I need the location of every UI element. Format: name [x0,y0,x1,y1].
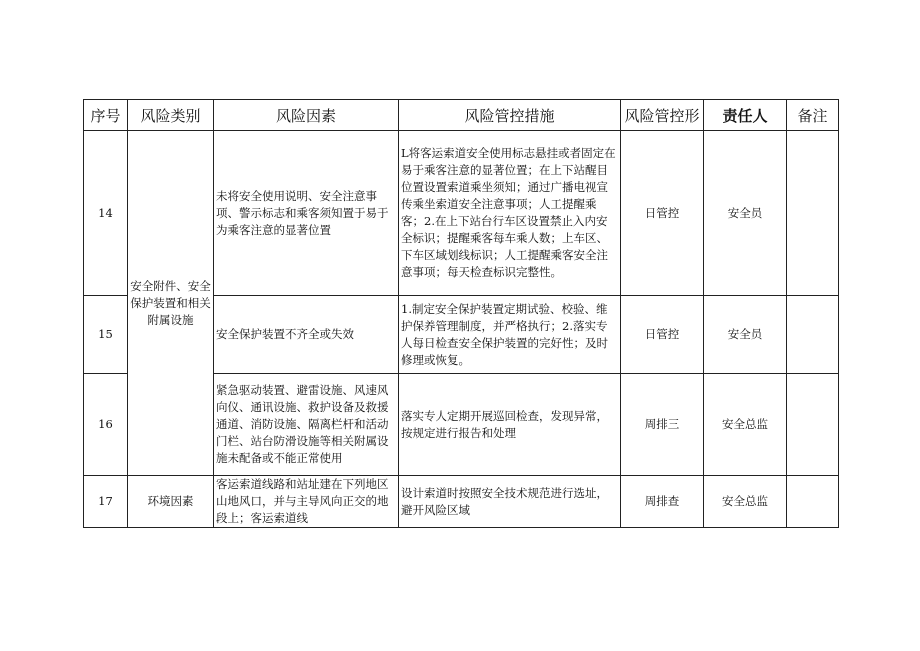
row-seq: 15 [84,296,128,374]
risk-control-table [83,99,839,528]
row-level: 周排查 [621,476,704,528]
table-row [84,476,839,528]
row-factor: 紧急驱动装置、避雷设施、风速风向仪、通讯设施、救护设备及救援通道、消防设施、隔离栏杆和活动门栏、站台防滑设施等相关附属设施未配备或不能正常使用 [214,374,399,476]
row-category: 环境因素 [128,476,214,528]
row-measures: 落实专人定期开展巡回检查，发现异常，按规定进行报告和处理 [399,374,621,476]
row-level: 日管控 [621,296,704,374]
header-factor: 风险因素 [214,100,399,131]
row-factor: 客运索道线路和站址建在下列地区山地风口，并与主导风向正交的地段上；客运索道线 [214,476,399,528]
header-category: 风险类别 [128,100,214,131]
header-remark: 备注 [787,100,839,131]
row-measures: 1.制定安全保护装置定期试验、校验、维护保养管理制度，并严格执行；2.落实专人每日检查安全保护装置的完好性；及时修理或恢复。 [399,296,621,374]
row-factor: 安全保护装置不齐全或失效 [214,296,399,374]
row-level: 日管控 [621,131,704,296]
header-measures: 风险管控措施 [399,100,621,131]
row-measures: L将客运索道安全使用标志悬挂或者固定在易于乘客注意的显著位置；在上下站醒目位置设置索道乘坐须知；通过广播电视宣传乘坐索道安全注意事项；人工提醒乘客；2.在上下站台行车区设置禁止入内安全标识；提醒乘客每车乘人数；上车区、下车区域划线标识；人工提醒乘客安全注意事项；每天检查标识完整性。 [399,131,621,296]
row-seq: 17 [84,476,128,528]
row-measures: 设计索道时按照安全技术规范进行选址，避开风险区域 [399,476,621,528]
row-remark [787,131,839,296]
table-row [84,131,839,296]
row-owner: 安全总监 [704,374,787,476]
row-remark [787,476,839,528]
header-level: 风险管控形 [621,100,704,131]
row-seq: 16 [84,374,128,476]
row-seq: 14 [84,131,128,296]
row-owner: 安全总监 [704,476,787,528]
row-level: 周排三 [621,374,704,476]
row-owner: 安全员 [704,296,787,374]
table-header-row [84,100,839,131]
row-category-merged: 安全附件、安全保护装置和相关附属设施 [128,131,214,476]
row-owner: 安全员 [704,131,787,296]
row-factor: 未将安全使用说明、安全注意事项、警示标志和乘客须知置于易于为乘客注意的显著位置 [214,131,399,296]
row-remark [787,296,839,374]
row-remark [787,374,839,476]
header-owner: 责任人 [704,100,787,131]
header-seq: 序号 [84,100,128,131]
